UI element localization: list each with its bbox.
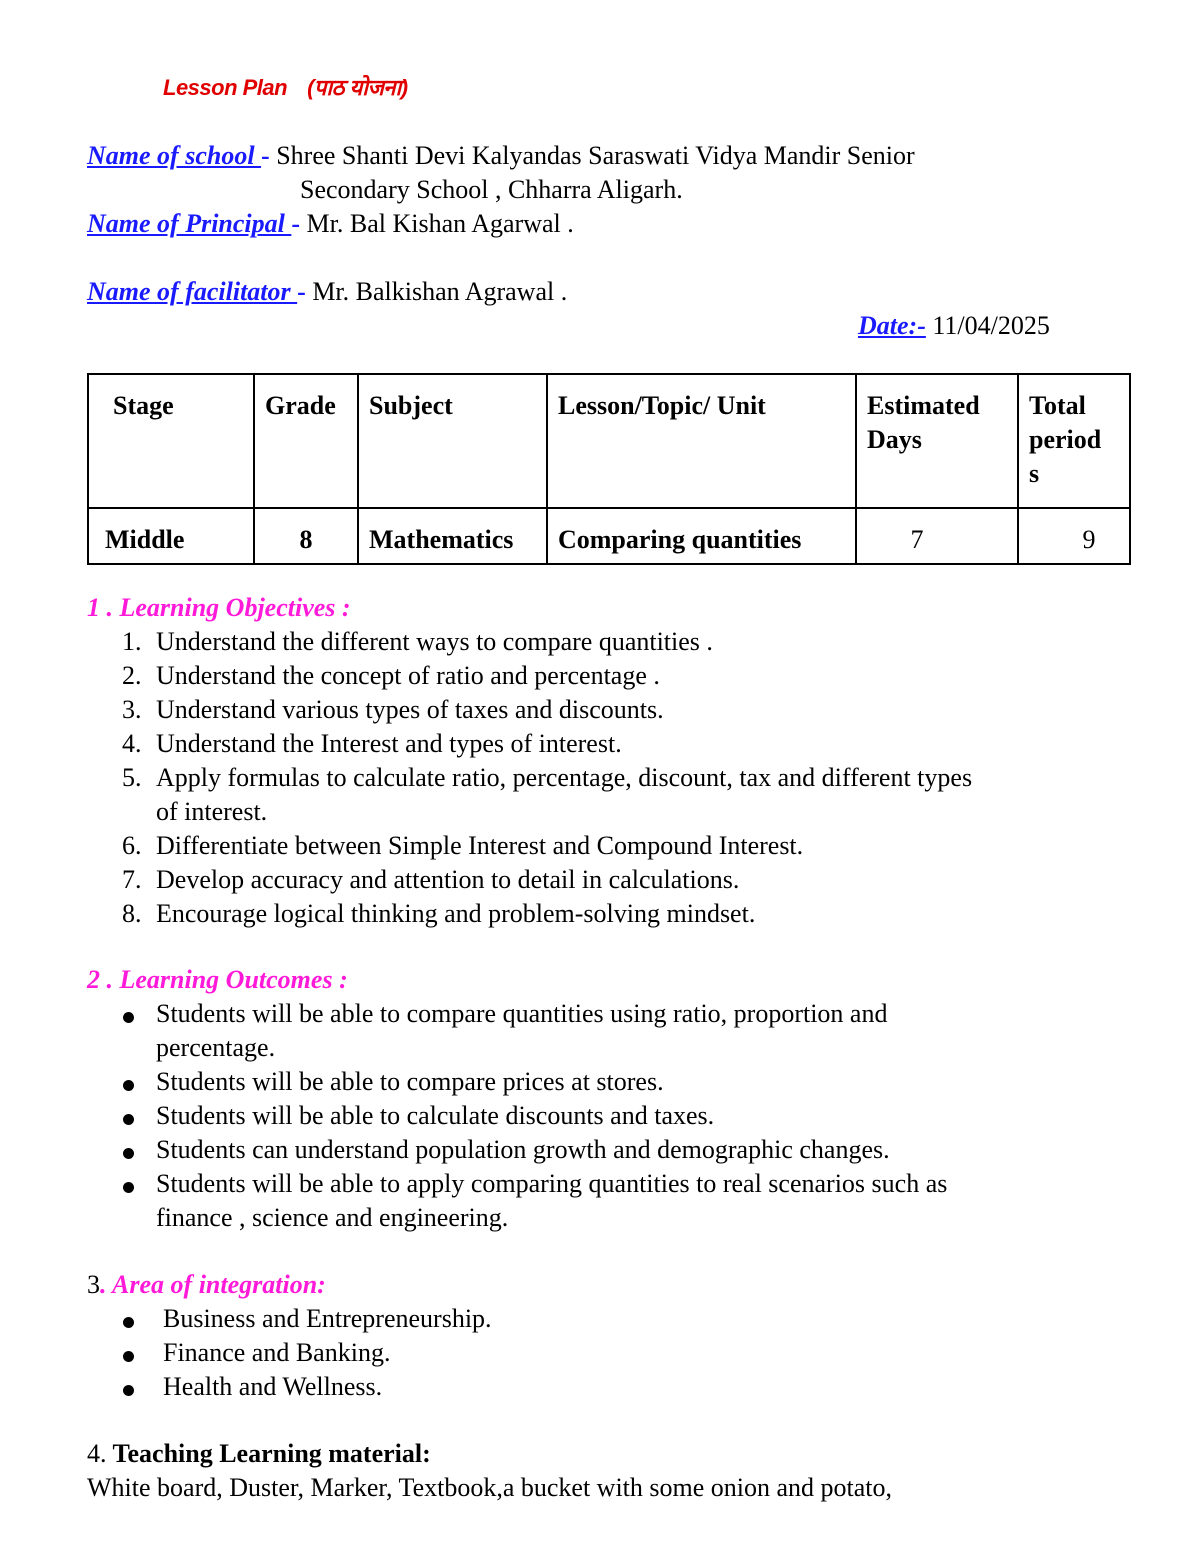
- outcomes-list: [156, 997, 1156, 1235]
- header-grade: Grade: [254, 374, 358, 508]
- list-item: Health and Wellness.: [163, 1370, 1163, 1404]
- header-subject: Subject: [358, 374, 547, 508]
- principal-label: Name of Principal: [87, 209, 292, 238]
- school-line: [87, 139, 915, 173]
- material-heading: [87, 1437, 431, 1471]
- bullet-icon: [123, 1317, 134, 1328]
- bullet-icon: [123, 1148, 134, 1159]
- list-item: 6. Differentiate between Simple Interest and Compound Interest.: [122, 831, 804, 860]
- list-item: Students will be able to compare quantities using ratio, proportion and percentage.: [156, 997, 1156, 1065]
- table-data-row: [88, 508, 1130, 564]
- bullet-icon: [123, 1012, 134, 1023]
- header-lesson: Lesson/Topic/ Unit: [547, 374, 856, 508]
- list-item: 3. Understand various types of taxes and discounts.: [122, 695, 664, 724]
- cell-estimated-days: 7: [856, 508, 1018, 564]
- header-estimated-line2: Days: [867, 425, 922, 454]
- bullet-icon: [123, 1385, 134, 1396]
- facilitator-line: [87, 275, 567, 309]
- list-item: 7. Develop accuracy and attention to detail in calculations.: [122, 865, 740, 894]
- cell-lesson: Comparing quantities: [547, 508, 856, 564]
- table-header-row: [88, 374, 1130, 508]
- header-estimated-days: [856, 374, 1018, 508]
- bullet-icon: [123, 1182, 134, 1193]
- integration-number: 3: [87, 1270, 100, 1299]
- integration-list: [163, 1302, 1163, 1404]
- header-stage: Stage: [88, 374, 254, 508]
- header-total-periods: [1018, 374, 1130, 508]
- list-item: 2. Understand the concept of ratio and percentage .: [122, 661, 660, 690]
- principal-name: Mr. Bal Kishan Agarwal .: [300, 209, 574, 238]
- header-total-line2: period: [1029, 425, 1102, 454]
- list-item: Students will be able to apply comparing quantities to real scenarios such as finance , science and engineering.: [156, 1167, 1156, 1235]
- principal-separator: -: [291, 209, 301, 238]
- header-total-line3: s: [1029, 459, 1040, 488]
- lesson-info-table: [87, 373, 1131, 565]
- integration-heading: [87, 1268, 326, 1302]
- bullet-icon: [123, 1351, 134, 1362]
- school-name-line1: Shree Shanti Devi Kalyandas Saraswati Vidya Mandir Senior: [269, 141, 915, 170]
- date-value: 11/04/2025: [925, 311, 1050, 340]
- outcomes-heading: 2 . Learning Outcomes :: [87, 965, 348, 994]
- list-item: Business and Entrepreneurship.: [163, 1302, 1163, 1336]
- list-item: Students will be able to compare prices at stores.: [156, 1065, 1156, 1099]
- title-english: Lesson Plan: [163, 75, 288, 100]
- material-text: White board, Duster, Marker, Textbook,a bucket with some onion and potato,: [87, 1473, 893, 1502]
- list-item: 8. Encourage logical thinking and problem-solving mindset.: [122, 899, 756, 928]
- title-hindi: (पाठ योजना): [307, 75, 408, 100]
- list-item: 4. Understand the Interest and types of interest.: [122, 729, 622, 758]
- list-item: 5. Apply formulas to calculate ratio, percentage, discount, tax and different types of interest.: [122, 763, 973, 826]
- cell-stage: Middle: [88, 508, 254, 564]
- bullet-icon: [123, 1080, 134, 1091]
- date-line: [858, 309, 1050, 343]
- facilitator-separator: -: [297, 277, 306, 306]
- school-label: Name of school: [87, 141, 262, 170]
- facilitator-label: Name of facilitator: [87, 277, 298, 306]
- bullet-icon: [123, 1114, 134, 1125]
- cell-subject: Mathematics: [358, 508, 547, 564]
- facilitator-name: Mr. Balkishan Agrawal .: [305, 277, 568, 306]
- cell-grade: 8: [254, 508, 358, 564]
- document-title: [163, 72, 408, 102]
- material-number: 4.: [87, 1439, 107, 1468]
- material-title: Teaching Learning material:: [106, 1439, 431, 1468]
- list-item: Finance and Banking.: [163, 1336, 1163, 1370]
- school-name-line2: Secondary School , Chharra Aligarh.: [300, 175, 683, 204]
- school-separator: -: [261, 141, 270, 170]
- objectives-list: [122, 625, 1156, 931]
- cell-total-periods: 9: [1018, 508, 1130, 564]
- principal-line: [87, 207, 574, 241]
- list-item: 1. Understand the different ways to compare quantities .: [122, 627, 713, 656]
- date-label: Date:-: [858, 311, 926, 340]
- objectives-heading: 1 . Learning Objectives :: [87, 593, 351, 622]
- header-total-line1: Total: [1029, 391, 1086, 420]
- list-item: Students will be able to calculate discounts and taxes.: [156, 1099, 1156, 1133]
- list-item: Students can understand population growth and demographic changes.: [156, 1133, 1156, 1167]
- integration-title: . Area of integration:: [100, 1270, 326, 1299]
- header-estimated-line1: Estimated: [867, 391, 980, 420]
